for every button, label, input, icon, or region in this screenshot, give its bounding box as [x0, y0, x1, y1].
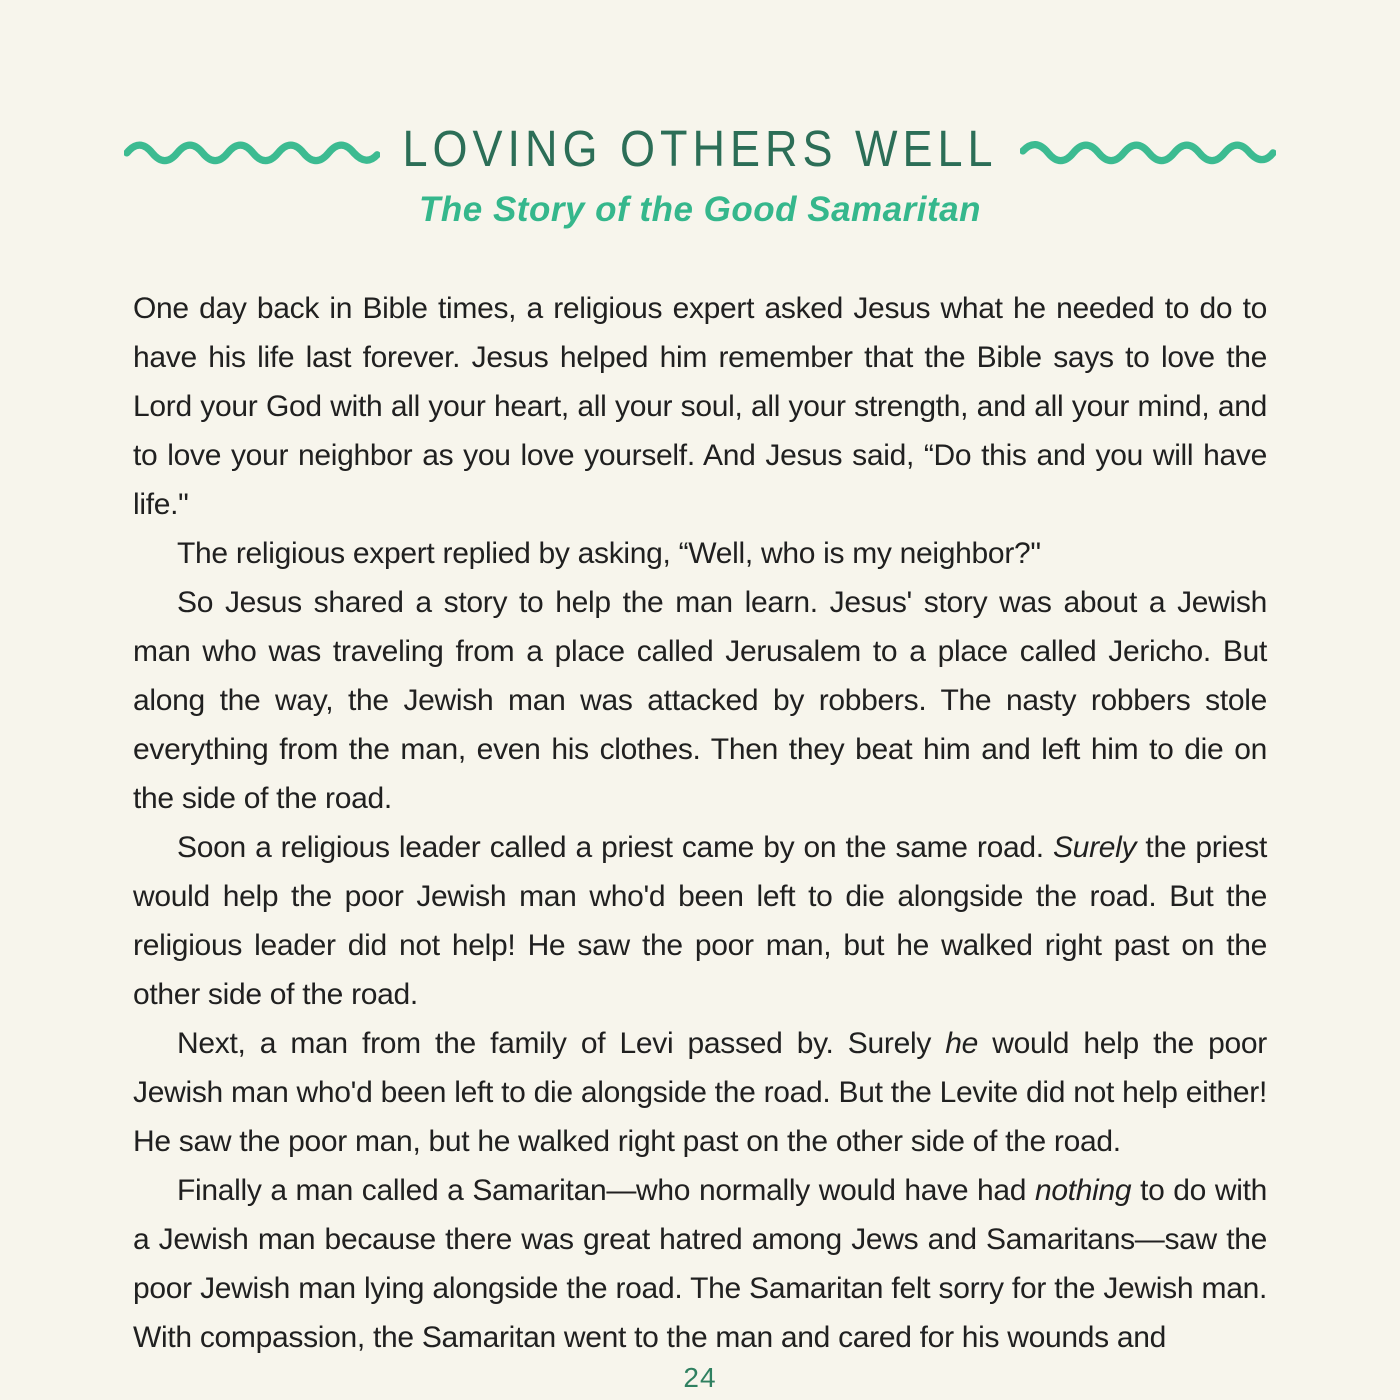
body-paragraph: Finally a man called a Samaritan—who normally would have had nothing to do with a Jewish man because there was great hatred among Jews and Samaritans—saw the poor Jewish man lying alongside the road. The Samaritan felt sorry for the Jewish man. With compassion, the Samaritan went to the man and cared for his wounds and	[133, 1174, 1267, 1354]
page-number: 24	[683, 1362, 717, 1393]
body-paragraph: Soon a religious leader called a priest came by on the same road. Surely the priest would help the poor Jewish man who'd been left to die alongside the road. But the religious leader did not help! He saw the poor man, but he walked right past on the other side of the road.	[133, 831, 1267, 1011]
chapter-title: LOVING OTHERS WELL	[402, 119, 998, 178]
page-footer	[133, 1362, 1267, 1400]
chapter-title-row	[133, 118, 1267, 180]
body-paragraph: So Jesus shared a story to help the man learn. Jesus' story was about a Jewish man who was traveling from a place called Jerusalem to a place called Jericho. But along the way, the Jewish man was attacked by robbers. The nasty robbers stole everything from the man, even his clothes. Then they beat him and left him to die on the side of the road.	[133, 586, 1267, 815]
body-paragraph: One day back in Bible times, a religious expert asked Jesus what he needed to do to have his life last forever. Jesus helped him remember that the Bible says to love the Lord your God with all your heart, all your soul, all your strength, and all your mind, and to love your neighbor as you love yourself. And Jesus said, “Do this and you will have life."	[133, 292, 1267, 521]
story-text	[133, 284, 1267, 1362]
body-paragraph: Next, a man from the family of Levi passed by. Surely he would help the poor Jewish man who'd been left to die alongside the road. But the Levite did not help either! He saw the poor man, but he walked right past on the other side of the road.	[133, 1027, 1267, 1158]
squiggle-left-icon	[124, 131, 380, 167]
chapter-header	[133, 118, 1267, 230]
body-paragraph: The religious expert replied by asking, “Well, who is my neighbor?"	[177, 537, 1041, 570]
squiggle-right-icon	[1020, 131, 1276, 167]
chapter-subtitle: The Story of the Good Samaritan	[419, 190, 981, 229]
